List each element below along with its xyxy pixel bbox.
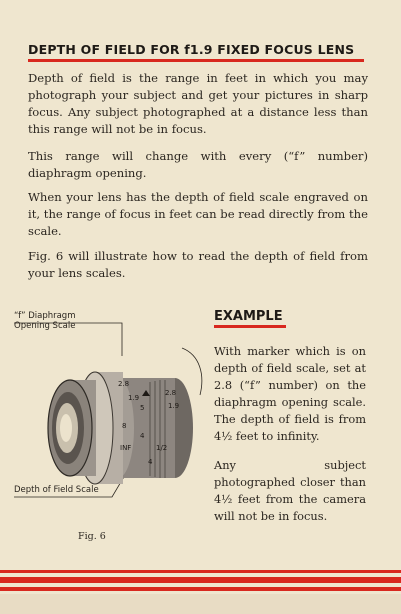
paragraph-figure-reference: Fig. 6 will illustrate how to read the depth of field from your lens scales.: [28, 249, 368, 280]
callout-diaphragm-scale: “f” Diaphragm Opening Scale: [14, 311, 76, 331]
scale-mark: 1.9: [128, 394, 140, 402]
example-text-setting: With marker which is on depth of field scale, set at 2.8 (“f” number) on the diaphragm opening scale. The depth of field is from 4½ feet to infinity.: [214, 344, 366, 443]
scale-mark: 1.9: [168, 402, 180, 410]
footer-stripe: [0, 577, 401, 583]
scale-mark: INF: [120, 444, 132, 452]
scale-mark: 2.8: [165, 389, 177, 397]
paragraph-scale-reading: When your lens has the depth of field scale engraved on it, the range of focus in feet can be read directly from the scale.: [28, 190, 368, 238]
example-text-out-of-focus: Any subject photographed closer than 4½ feet from the camera will not be in focus.: [214, 458, 366, 523]
heading-underline: [28, 59, 364, 62]
example-heading: EXAMPLE: [214, 309, 283, 324]
lens-illustration: [0, 300, 210, 530]
page-heading: DEPTH OF FIELD FOR f1.9 FIXED FOCUS LENS: [28, 42, 355, 57]
scale-mark: 8: [122, 422, 127, 430]
footer-band: [0, 594, 401, 614]
scale-mark: 5: [140, 404, 145, 412]
scale-mark: 1/2: [156, 444, 168, 452]
example-underline: [214, 325, 286, 328]
callout-depth-of-field-scale: Depth of Field Scale: [14, 485, 99, 495]
footer-stripe: [0, 570, 401, 573]
scale-mark: 4: [148, 458, 153, 466]
paragraph-range-change: This range will change with every (“f” number) diaphragm opening.: [28, 149, 368, 180]
scale-mark: 2.8: [118, 380, 130, 388]
figure-caption: Fig. 6: [78, 531, 106, 542]
footer-stripe: [0, 587, 401, 591]
scale-mark: 4: [140, 432, 145, 440]
paragraph-definition: Depth of field is the range in feet in which you may photograph your subject and get your pictures in sharp focus. Any subject photographed at a distance less than this range will not be in focus.: [28, 71, 368, 136]
